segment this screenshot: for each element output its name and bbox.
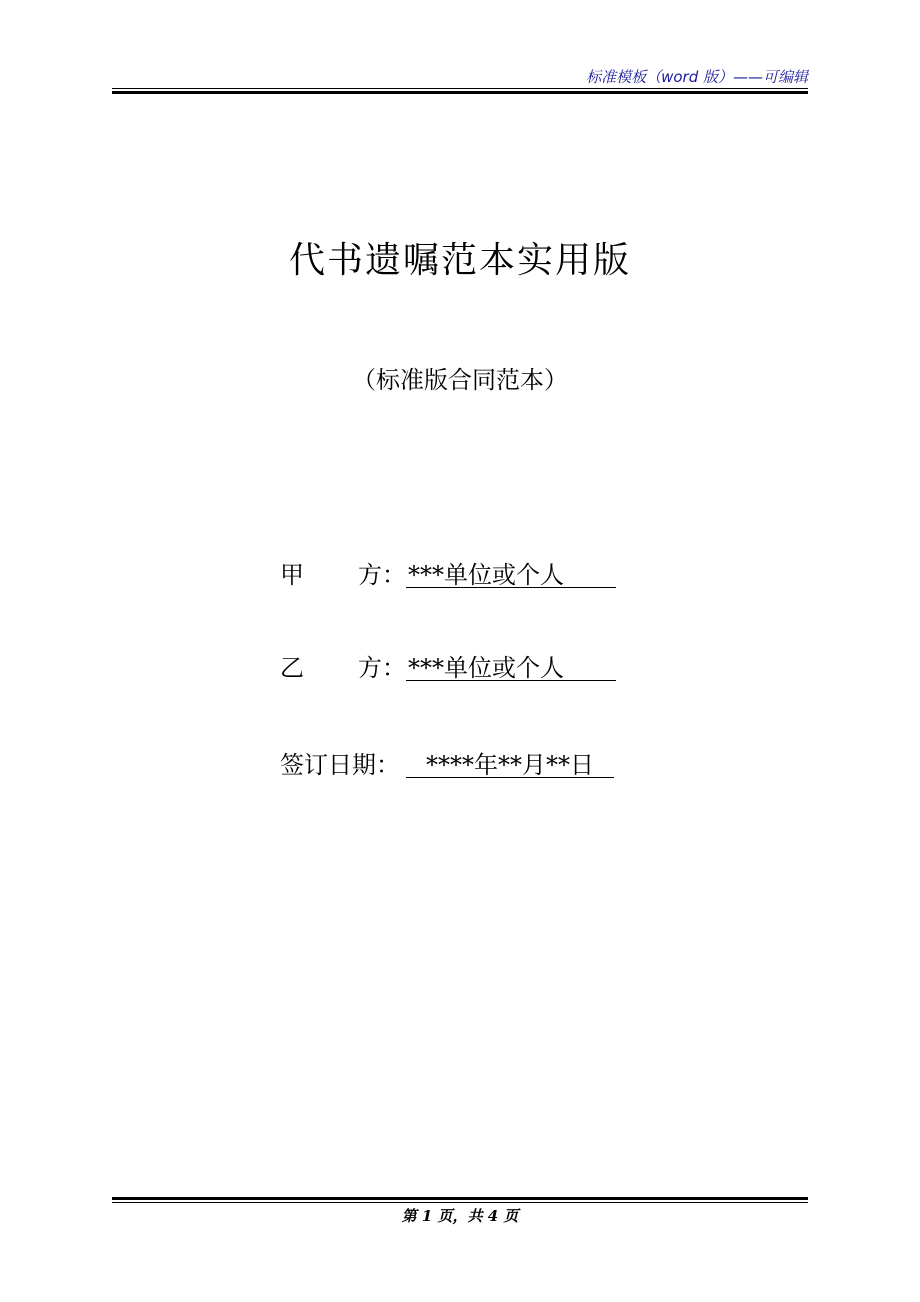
party-b-label-suffix: 方：	[358, 654, 406, 682]
header-rule-thin	[112, 88, 808, 89]
footer-rule-thick	[112, 1197, 808, 1200]
party-a-label-suffix: 方：	[358, 561, 406, 589]
sign-date-label: 签订日期：	[280, 751, 400, 779]
party-a-label: 甲	[280, 561, 304, 589]
header-template-label: 标准模板（word 版）——可编辑	[586, 68, 808, 86]
page-number: 第 1 页，共 4 页	[401, 1207, 519, 1225]
footer-rule-thin	[112, 1202, 808, 1203]
party-a-value: ***单位或个人	[406, 555, 616, 588]
document-title: 代书遗嘱范本实用版	[288, 240, 631, 281]
sign-date-value: ****年**月**日	[406, 745, 614, 778]
party-b-value: ***单位或个人	[406, 648, 616, 681]
header-rule-thick	[112, 91, 808, 94]
party-b-label: 乙	[280, 654, 304, 682]
document-subtitle: （标准版合同范本）	[352, 366, 568, 394]
